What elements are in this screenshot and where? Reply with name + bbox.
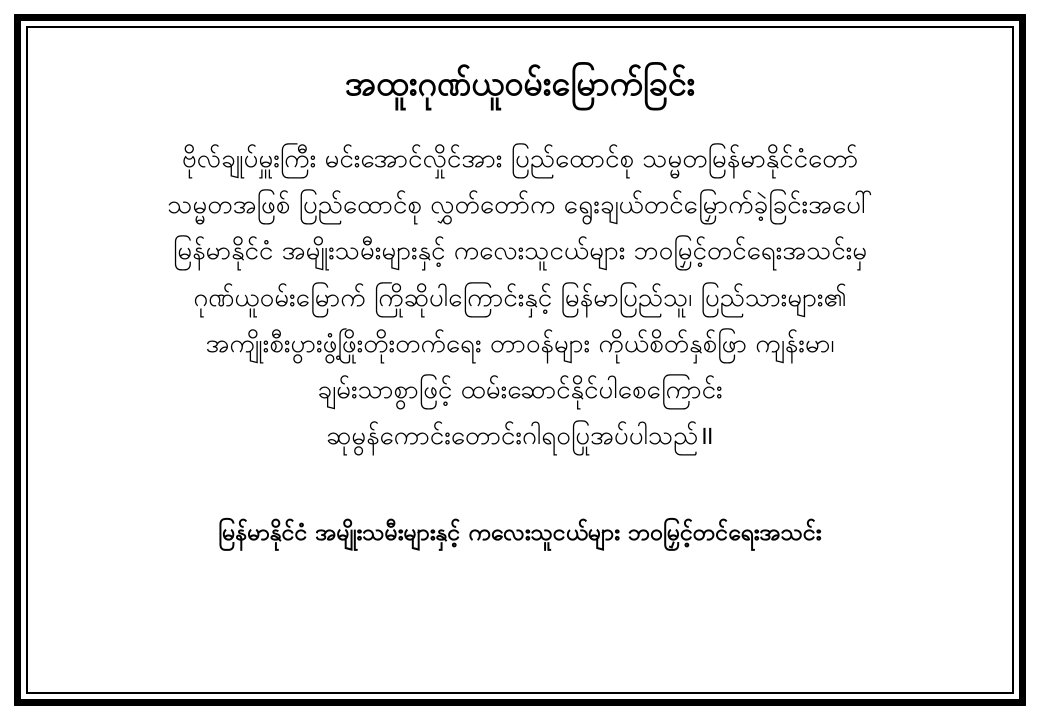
body-line: အကျိုးစီးပွားဖွံ့ဖြိုးတိုးတက်ရေး တာဝန်များ ကိုယ်စိတ်နှစ်ဖြာ ကျန်းမာ၊ — [205, 328, 835, 359]
inner-border — [26, 26, 1014, 694]
outer-border — [14, 14, 1026, 706]
body-line: မြန်မာနိုင်ငံ အမျိုးသမီးများနှင့် ကလေးသူငယ်များ ဘဝမြှင့်တင်ရေးအသင်းမှ — [172, 236, 868, 267]
page-title: အထူးဂုဏ်ယူဝမ်းမြောက်ခြင်း — [344, 64, 696, 104]
signature-organization: မြန်မာနိုင်ငံ အမျိုးသမီးများနှင့် ကလေးသူငယ်များ ဘဝမြှင့်တင်ရေးအသင်း — [218, 519, 822, 546]
body-line: ဆုမွန်ကောင်းတောင်းဂါရဝပြုအပ်ပါသည်॥ — [326, 421, 714, 452]
body-line: ဗိုလ်ချုပ်မှူးကြီး မင်းအောင်လှိုင်အား ပြည်ထောင်စု သမ္မတမြန်မာနိုင်ငံတော် — [181, 143, 859, 174]
body-line: သမ္မတအဖြစ် ပြည်ထောင်စု လွှတ်တော်က ရွေးချယ်တင်မြှောက်ခဲ့ခြင်းအပေါ် — [167, 190, 873, 221]
body-line: ဂုဏ်ယူဝမ်းမြောက် ကြိုဆိုပါကြောင်းနှင့် မြန်မာပြည်သူ၊ ပြည်သားများ၏ — [193, 282, 847, 313]
body-line: ချမ်းသာစွာဖြင့် ထမ်းဆောင်နိုင်ပါစေကြောင်း — [317, 375, 723, 406]
document-body — [68, 136, 972, 460]
